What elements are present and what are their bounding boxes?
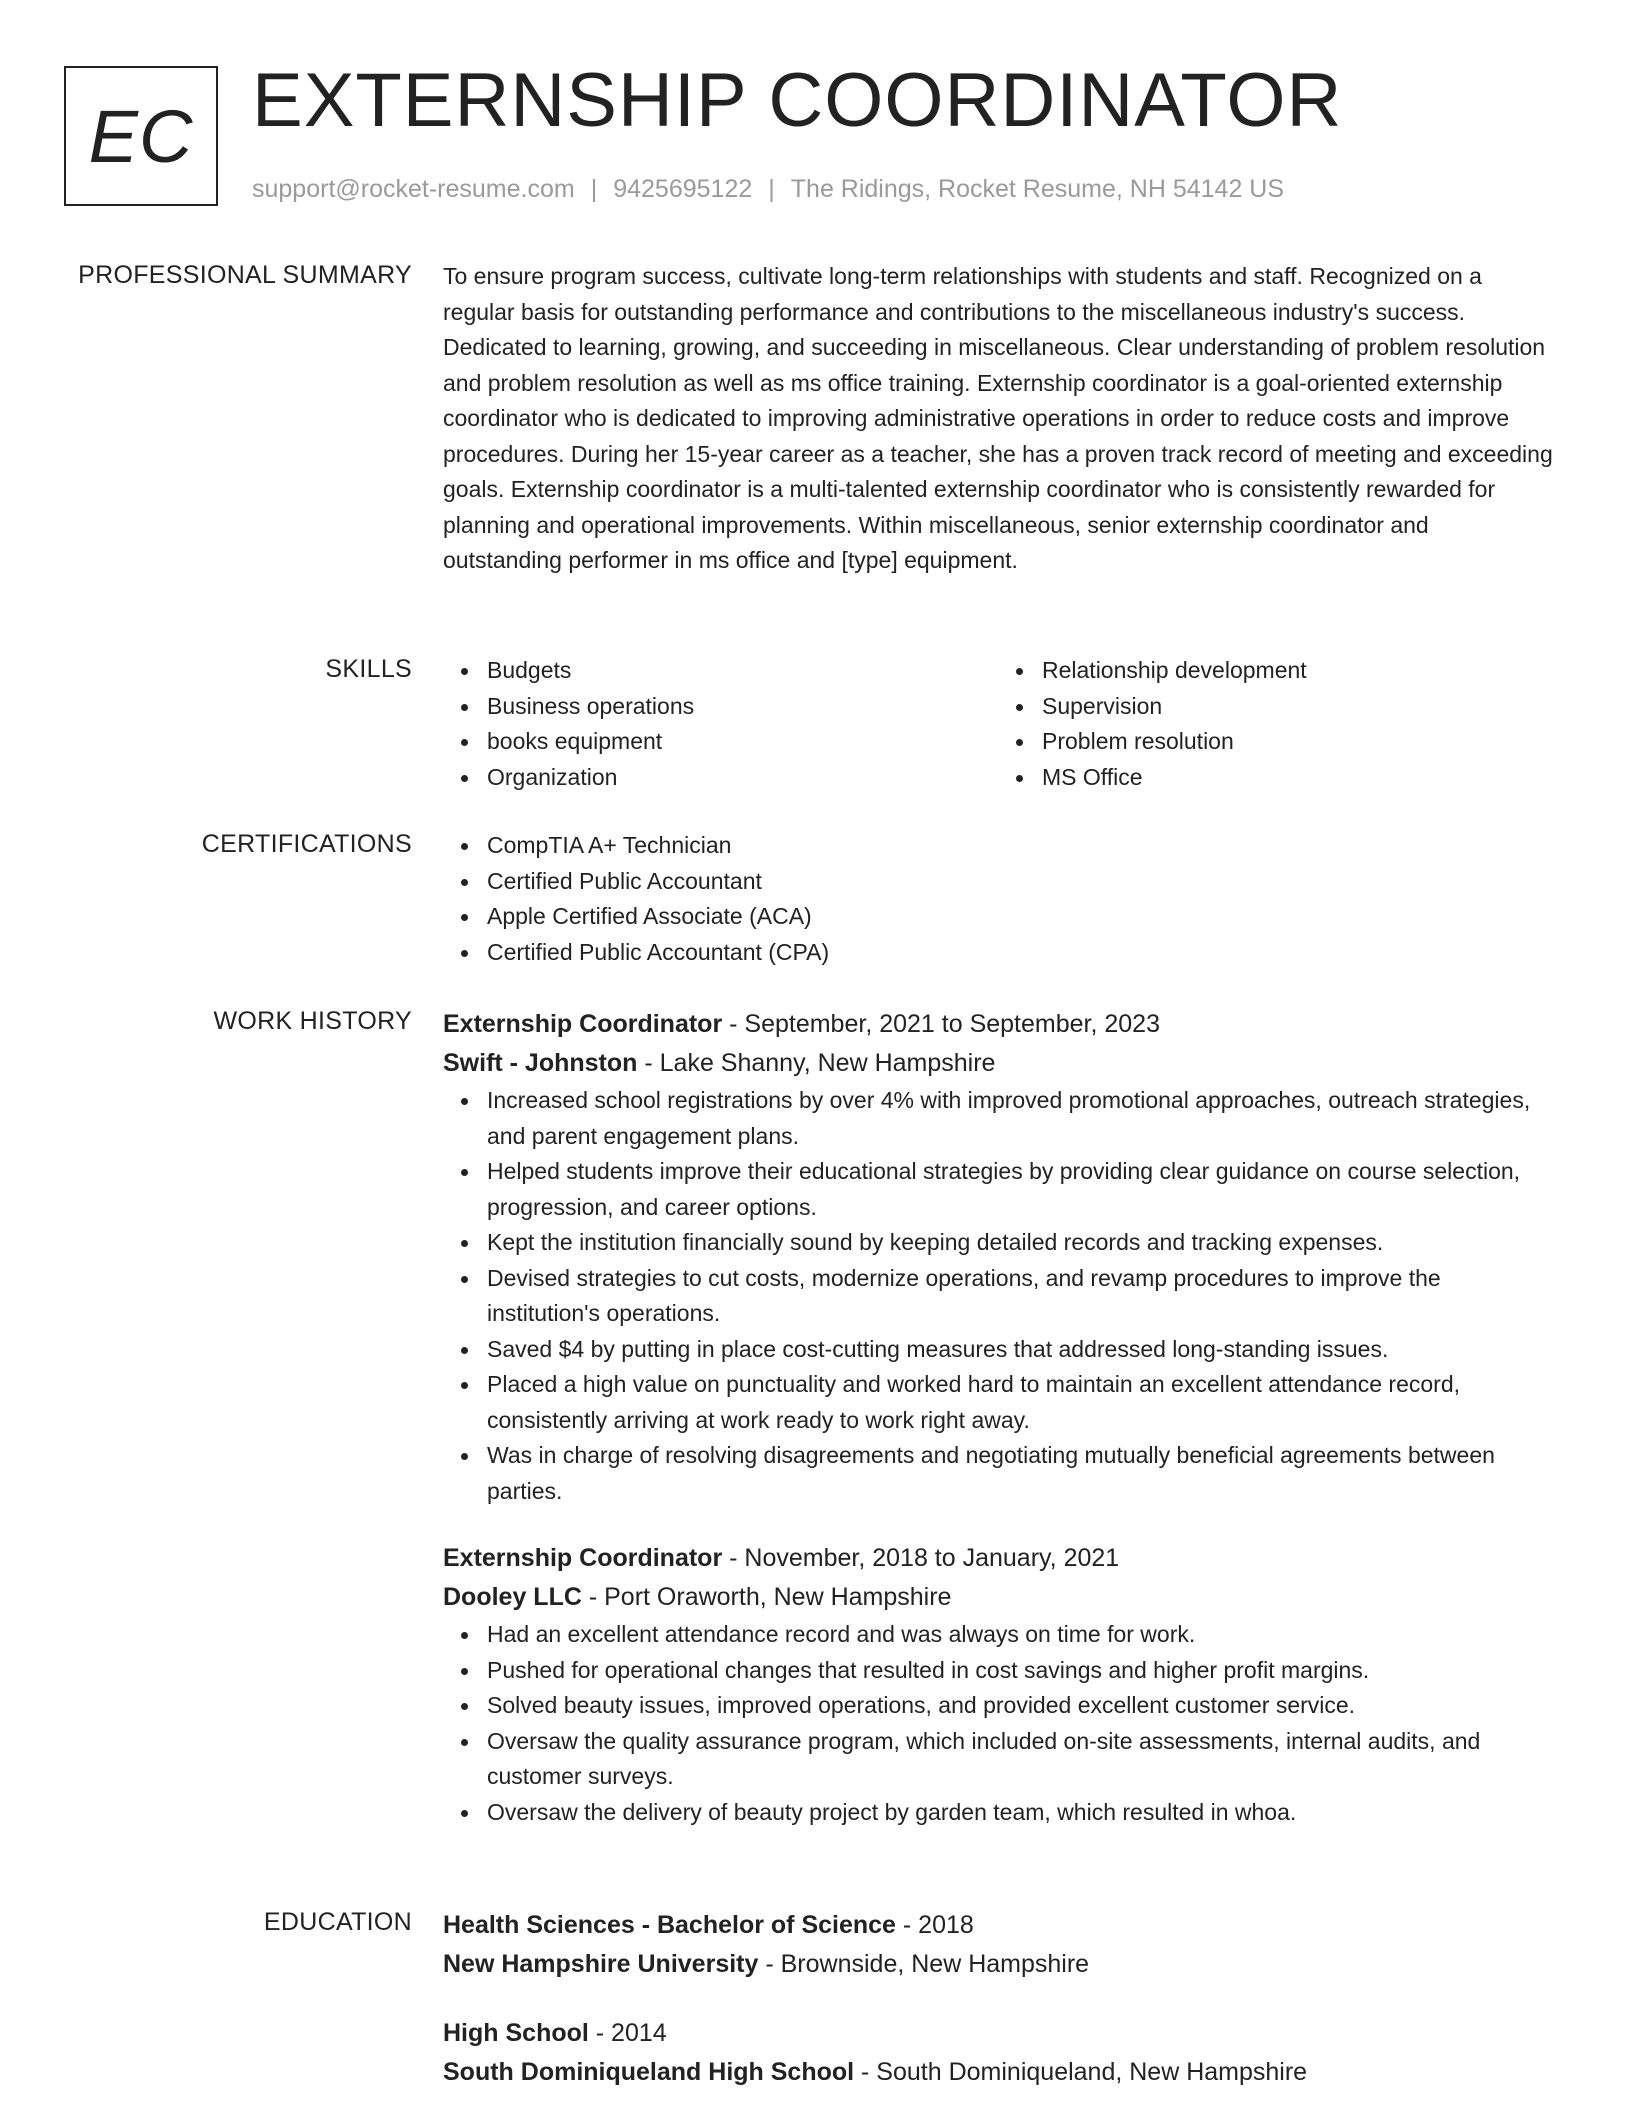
list-item: Certified Public Accountant (CPA) (487, 935, 1553, 971)
education-body (443, 1906, 1553, 2092)
education-school-line (443, 2053, 1553, 2092)
list-item: Saved $4 by putting in place cost-cutting measures that addressed long-standing issues. (487, 1332, 1553, 1368)
section-heading-summary: PROFESSIONAL SUMMARY (78, 261, 412, 289)
education-entry (443, 2014, 1553, 2092)
education-location: - South Dominiqueland, New Hampshire (854, 2058, 1308, 2086)
list-item: Certified Public Accountant (487, 864, 1553, 900)
job-title-line (443, 1539, 1553, 1578)
education-school: South Dominiqueland High School (443, 2058, 855, 2086)
education-entry (443, 1906, 1553, 1984)
job-title: Externship Coordinator (443, 1010, 723, 1038)
page-title: EXTERNSHIP COORDINATOR (252, 58, 1343, 143)
skills-list-left (443, 653, 998, 795)
skills-grid (443, 653, 1553, 795)
work-history-body (443, 1005, 1553, 1830)
list-item: Apple Certified Associate (ACA) (487, 899, 1553, 935)
contact-phone[interactable]: 9425695122 (613, 175, 753, 203)
job-org-line (443, 1578, 1553, 1617)
education-school: New Hampshire University (443, 1950, 759, 1978)
list-item: Supervision (1042, 689, 1553, 725)
list-item: MS Office (1042, 760, 1553, 796)
summary-body (443, 259, 1553, 579)
contact-separator: | (768, 175, 775, 203)
education-year: - 2014 (588, 2019, 667, 2047)
list-item: Increased school registrations by over 4% with improved promotional approaches, outreach strategies, and parent engagement plans. (487, 1083, 1553, 1154)
education-degree: Health Sciences - Bachelor of Science (443, 1911, 896, 1939)
contact-separator: | (590, 175, 598, 203)
section-heading-certifications: CERTIFICATIONS (201, 830, 412, 858)
job-title: Externship Coordinator (443, 1544, 723, 1572)
summary-text: To ensure program success, cultivate long-term relationships with students and staff. Recognized on a regular basis for outstanding performance and contributions to the miscellaneous industry's success. Dedicated to learning, growing, and succeeding in miscellaneous. Clear understanding of problem resolution and problem resolution as well as ms office training. Externship coordinator is a goal-oriented externship coordinator who is dedicated to improving administrative operations in order to reduce costs and improve procedures. During her 15-year career as a teacher, she has a proven track record of meeting and exceeding goals. Externship coordinator is a multi-talented externship coordinator who is consistently rewarded for planning and operational improvements. Within miscellaneous, senior externship coordinator and outstanding performer in ms office and [type] equipment. (443, 263, 1553, 573)
education-degree: High School (443, 2019, 589, 2047)
job-bullet-list (443, 1083, 1553, 1509)
skills-list-right (998, 653, 1553, 795)
list-item: Had an excellent attendance record and was always on time for work. (487, 1617, 1553, 1653)
list-item: Organization (487, 760, 998, 796)
list-item: Business operations (487, 689, 998, 725)
list-item: Was in charge of resolving disagreements and negotiating mutually beneficial agreements between parties. (487, 1438, 1553, 1509)
job-dates: - September, 2021 to September, 2023 (722, 1010, 1160, 1038)
section-heading-education: EDUCATION (263, 1908, 412, 1936)
section-heading-skills: SKILLS (325, 655, 412, 683)
list-item: Solved beauty issues, improved operations, and provided excellent customer service. (487, 1688, 1553, 1724)
job-location: - Port Oraworth, New Hampshire (581, 1583, 952, 1611)
list-item: Kept the institution financially sound by keeping detailed records and tracking expenses. (487, 1225, 1553, 1261)
certifications-body (443, 828, 1553, 970)
skills-body (443, 653, 1553, 795)
job-dates: - November, 2018 to January, 2021 (722, 1544, 1120, 1572)
monogram-box (64, 66, 218, 206)
certifications-list (443, 828, 1553, 970)
education-school-line (443, 1945, 1553, 1984)
contact-address: The Ridings, Rocket Resume, NH 54142 US (790, 175, 1285, 203)
list-item: Problem resolution (1042, 724, 1553, 760)
education-year: - 2018 (895, 1911, 974, 1939)
education-degree-line (443, 2014, 1553, 2053)
section-heading-work-history: WORK HISTORY (213, 1007, 412, 1035)
list-item: Oversaw the quality assurance program, which included on-site assessments, internal audits, and customer surveys. (487, 1724, 1553, 1795)
list-item: Budgets (487, 653, 998, 689)
list-item: Relationship development (1042, 653, 1553, 689)
list-item: books equipment (487, 724, 998, 760)
job-bullet-list (443, 1617, 1553, 1830)
contact-line (252, 174, 1284, 204)
monogram-initials: EC (88, 94, 194, 178)
job-company: Swift - Johnston (443, 1049, 638, 1077)
job-entry (443, 1539, 1553, 1830)
education-location: - Brownside, New Hampshire (758, 1950, 1090, 1978)
list-item: Oversaw the delivery of beauty project by garden team, which resulted in whoa. (487, 1795, 1553, 1831)
job-title-line (443, 1005, 1553, 1044)
list-item: Pushed for operational changes that resulted in cost savings and higher profit margins. (487, 1653, 1553, 1689)
list-item: Placed a high value on punctuality and worked hard to maintain an excellent attendance record, consistently arriving at work ready to work right away. (487, 1367, 1553, 1438)
list-item: Helped students improve their educational strategies by providing clear guidance on course selection, progression, and career options. (487, 1154, 1553, 1225)
job-entry (443, 1005, 1553, 1509)
job-company: Dooley LLC (443, 1583, 582, 1611)
list-item: CompTIA A+ Technician (487, 828, 1553, 864)
job-location: - Lake Shanny, New Hampshire (637, 1049, 996, 1077)
job-org-line (443, 1044, 1553, 1083)
contact-email[interactable]: support@rocket-resume.com (252, 175, 575, 203)
education-degree-line (443, 1906, 1553, 1945)
list-item: Devised strategies to cut costs, modernize operations, and revamp procedures to improve the institution's operations. (487, 1261, 1553, 1332)
